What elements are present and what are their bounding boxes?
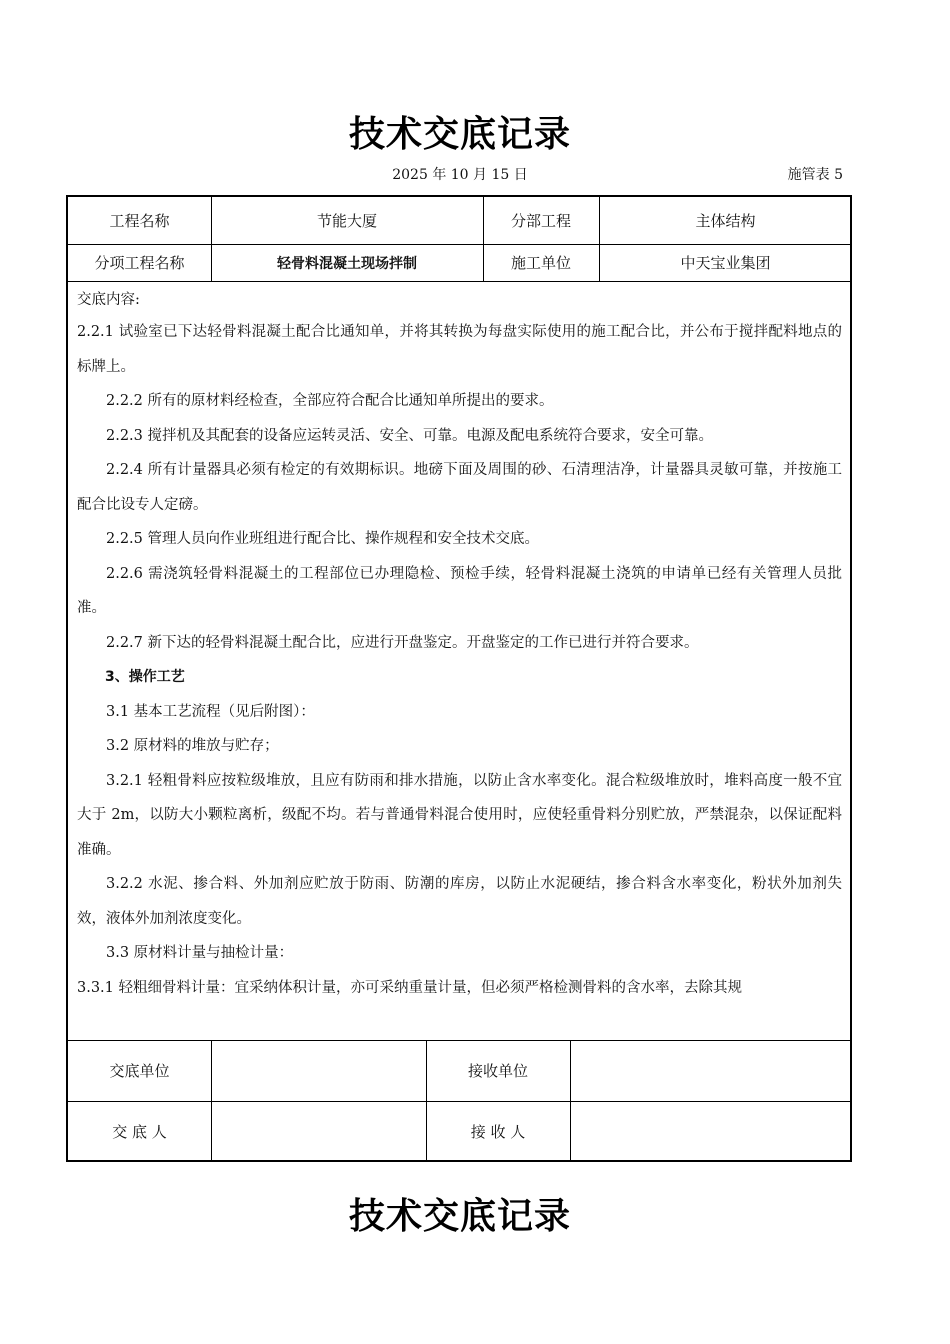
content-paragraph: 3.3.1 轻粗细骨料计量：宜采纳体积计量，亦可采纳重量计量，但必须严格检测骨料的含水率，去除其规 — [77, 979, 742, 996]
content-paragraph: 3.2 原材料的堆放与贮存； — [106, 738, 279, 754]
content-paragraph: 2.2.3 搅拌机及其配套的设备应运转灵活、安全、可靠。电源及配电系统符合要求，安全可靠。 — [106, 427, 713, 444]
content-heading: 交底内容: — [77, 292, 140, 308]
record-sheet — [66, 195, 852, 1162]
receiver-unit-label: 接收单位 — [467, 1062, 528, 1080]
row-divider — [68, 281, 850, 282]
section-heading: 3、操作工艺 — [105, 669, 185, 685]
division-label: 分部工程 — [510, 212, 571, 230]
form-code: 施管表 5 — [787, 167, 843, 183]
next-page-title: 技术交底记录 — [348, 1196, 571, 1237]
contractor-label: 施工单位 — [510, 254, 571, 272]
record-date: 2025 年 10 月 15 日 — [392, 167, 528, 183]
content-paragraph: 3.3 原材料计量与抽检计量： — [106, 945, 294, 961]
subitem-value: 轻骨料混凝土现场拌制 — [277, 255, 417, 272]
content-paragraph: 2.2.4 所有计量器具必须有检定的有效期标识。地磅下面及周围的砂、石清理洁净，计量器具灵敏可靠，并按施工配合比设专人定磅。 — [77, 462, 842, 513]
issuer-person-label: 交 底 人 — [112, 1123, 167, 1141]
page-title: 技术交底记录 — [348, 114, 571, 155]
issuer-unit-label: 交底单位 — [109, 1062, 170, 1080]
content-paragraph: 2.2.5 管理人员向作业班组进行配合比、操作规程和安全技术交底。 — [106, 531, 540, 547]
content-paragraph: 2.2.2 所有的原材料经检查，全部应符合配合比通知单所提出的要求。 — [106, 393, 554, 409]
project-name-label: 工程名称 — [109, 212, 170, 230]
issuer-unit-field[interactable] — [211, 1040, 426, 1101]
content-paragraph: 3.2.2 水泥、掺合料、外加剂应贮放于防雨、防潮的库房，以防止水泥硬结，掺合料含水率变化，粉状外加剂失效，液体外加剂浓度变化。 — [77, 876, 842, 927]
content-paragraph: 3.1 基本工艺流程（见后附图）： — [106, 703, 315, 720]
content-paragraph: 2.2.6 需浇筑轻骨料混凝土的工程部位已办理隐检、预检手续，轻骨料混凝土浇筑的申请单已经有关管理人员批准。 — [77, 565, 842, 616]
content-paragraph: 2.2.1 试验室已下达轻骨料混凝土配合比通知单，并将其转换为每盘实际使用的施工配合比，并公布于搅拌配料地点的标牌上。 — [77, 324, 842, 375]
receiver-person-label: 接 收 人 — [470, 1123, 526, 1141]
content-paragraph: 3.2.1 轻粗骨料应按粒级堆放，且应有防雨和排水措施，以防止含水率变化。混合粒级堆放时，堆料高度一般不宜大于 2m，以防大小颗粒离析，级配不均。若与普通骨料混合使用时，应使轻重骨料分别贮放，严禁混杂，以保证配料准确。 — [77, 772, 842, 858]
project-name-value: 节能大厦 — [316, 212, 377, 230]
issuer-person-field[interactable] — [211, 1101, 426, 1162]
receiver-unit-field[interactable] — [570, 1040, 852, 1101]
contractor-value: 中天宝业集团 — [680, 254, 771, 272]
briefing-content — [77, 285, 842, 1005]
receiver-person-field[interactable] — [570, 1101, 852, 1162]
subitem-label: 分项工程名称 — [94, 254, 185, 272]
division-value: 主体结构 — [695, 212, 756, 230]
content-paragraph: 2.2.7 新下达的轻骨料混凝土配合比，应进行开盘鉴定。开盘鉴定的工作已进行并符合要求。 — [106, 634, 699, 651]
